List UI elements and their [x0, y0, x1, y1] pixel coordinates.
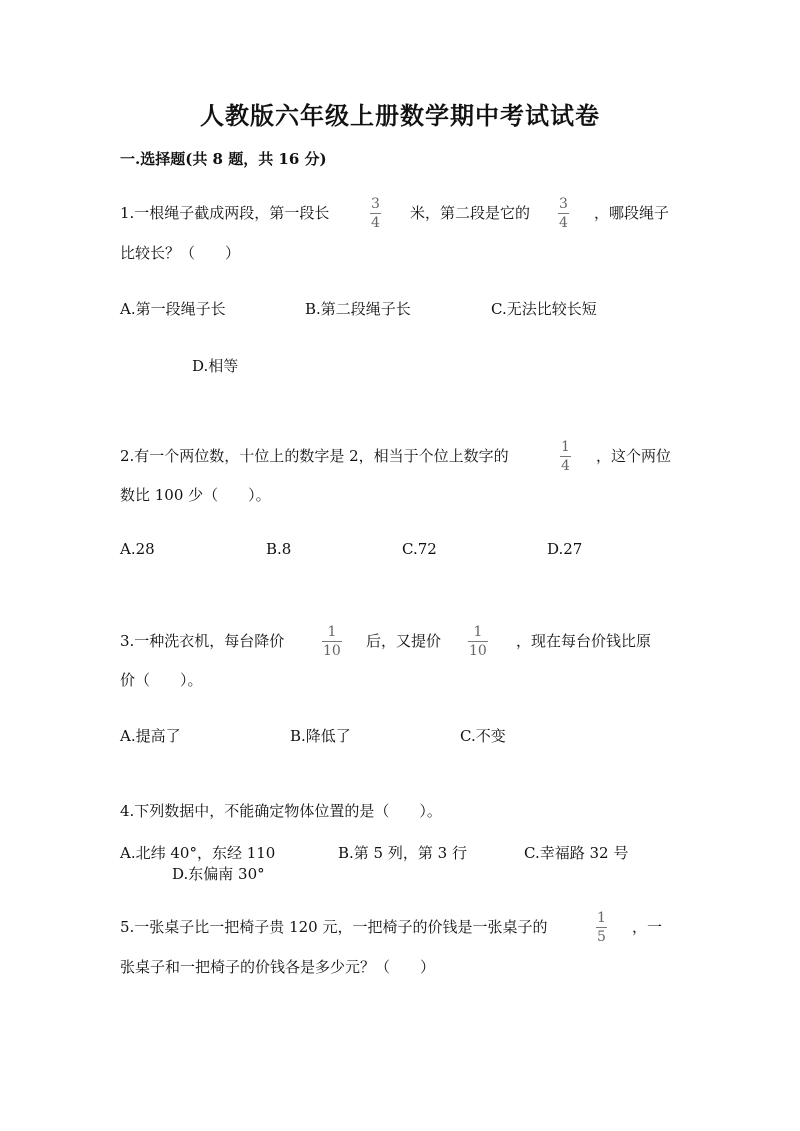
q5-text-part3: 张桌子和一把椅子的价钱各是多少元？（ ） — [120, 958, 436, 976]
q4-option-d: D.东偏南 30° — [172, 865, 265, 883]
q2-option-b: B.8 — [266, 540, 292, 558]
q4-option-a: A.北纬 40°，东经 110 — [120, 844, 276, 862]
q2-option-c: C.72 — [402, 540, 437, 558]
q1-option-d: D.相等 — [192, 357, 239, 375]
q5-text-part1: 5.一张桌子比一把椅子贵 120 元，一把椅子的价钱是一张桌子的 — [120, 918, 548, 936]
q1-text-part2: 米，第二段是它的 — [410, 204, 531, 222]
fraction-denominator: 10 — [323, 643, 341, 659]
fraction-denominator: 4 — [371, 215, 380, 231]
q1-fraction-2 — [558, 197, 569, 230]
fraction-numerator: 1 — [597, 910, 606, 926]
q4-option-b: B.第 5 列，第 3 行 — [338, 844, 467, 862]
q4-option-c: C.幸福路 32 号 — [524, 844, 629, 862]
q2-option-d: D.27 — [547, 540, 583, 558]
q3-fraction-2 — [468, 625, 488, 658]
q3-text-part3: ，现在每台价钱比原 — [516, 632, 652, 650]
q2-text-part1: 2.有一个两位数，十位上的数字是 2，相当于个位上数字的 — [120, 447, 509, 465]
section-heading: 一.选择题(共 8 题，共 16 分) — [120, 150, 327, 168]
q3-option-b: B.降低了 — [290, 727, 351, 745]
fraction-denominator: 4 — [561, 458, 570, 474]
q4-text: 4.下列数据中，不能确定物体位置的是（ ）。 — [120, 802, 442, 820]
fraction-denominator: 4 — [559, 215, 568, 231]
q3-text-part1: 3.一种洗衣机，每台降价 — [120, 632, 285, 650]
q3-option-c: C.不变 — [460, 727, 506, 745]
fraction-denominator: 5 — [597, 929, 606, 945]
q2-text-part3: 数比 100 少（ ）。 — [120, 486, 271, 504]
q3-text-part2: 后，又提价 — [366, 632, 442, 650]
q2-fraction — [560, 440, 571, 473]
q2-option-a: A.28 — [120, 540, 155, 558]
q1-option-b: B.第二段绳子长 — [305, 300, 411, 318]
q2-text-part2: ，这个两位 — [596, 447, 672, 465]
fraction-numerator: 3 — [559, 196, 568, 212]
page-title: 人教版六年级上册数学期中考试试卷 — [200, 101, 600, 130]
q1-text-part4: 比较长？（ ） — [120, 244, 241, 262]
fraction-numerator: 1 — [561, 439, 570, 455]
q1-option-c: C.无法比较长短 — [491, 300, 597, 318]
q1-text-part3: ，哪段绳子 — [594, 204, 670, 222]
q1-text-part1: 1.一根绳子截成两段，第一段长 — [120, 204, 330, 222]
q3-option-a: A.提高了 — [120, 727, 181, 745]
fraction-denominator: 10 — [469, 643, 487, 659]
q5-text-part2: ，一 — [632, 918, 663, 936]
q1-fraction-1 — [370, 197, 381, 230]
q3-text-part4: 价（ ）。 — [120, 671, 203, 689]
q3-fraction-1 — [322, 625, 342, 658]
q5-fraction — [596, 911, 607, 944]
fraction-numerator: 3 — [371, 196, 380, 212]
fraction-numerator: 1 — [473, 624, 483, 640]
q1-option-a: A.第一段绳子长 — [120, 300, 226, 318]
fraction-numerator: 1 — [327, 624, 337, 640]
